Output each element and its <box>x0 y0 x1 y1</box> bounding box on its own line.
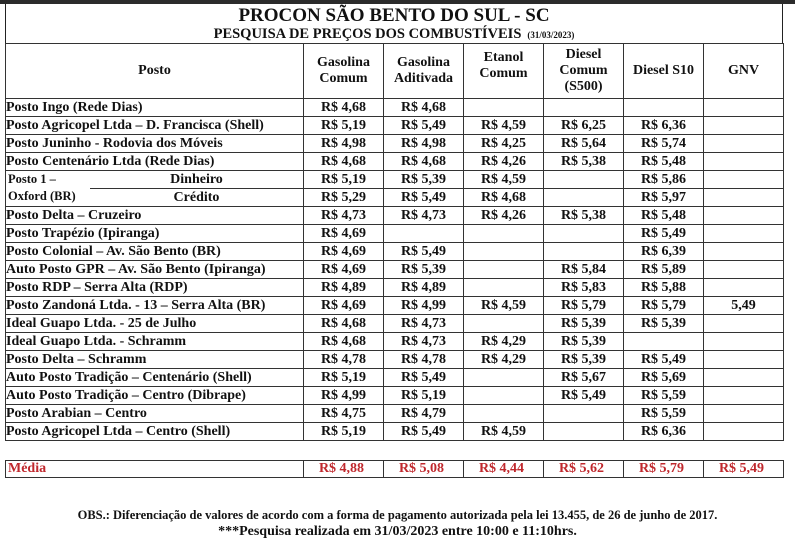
price-cell: R$ 6,39 <box>624 243 704 261</box>
price-cell: R$ 5,38 <box>544 153 624 171</box>
price-cell <box>624 333 704 351</box>
price-cell: R$ 4,68 <box>304 333 384 351</box>
average-gasolina-comum: R$ 4,88 <box>304 461 384 478</box>
price-cell: R$ 4,68 <box>464 189 544 207</box>
price-cell: R$ 4,68 <box>304 153 384 171</box>
price-cell <box>624 99 704 117</box>
posto-name: Posto Zandoná Ltda. - 13 – Serra Alta (BR) <box>6 297 304 315</box>
price-cell: R$ 4,68 <box>304 315 384 333</box>
col-header-etanol-comum <box>464 44 544 99</box>
price-cell: R$ 4,29 <box>464 351 544 369</box>
price-cell: R$ 5,49 <box>384 189 464 207</box>
col-header-diesel-comum <box>544 44 624 99</box>
average-table <box>5 460 784 478</box>
page-title: PROCON SÃO BENTO DO SUL - SC <box>238 5 550 26</box>
price-cell: R$ 5,19 <box>304 117 384 135</box>
col-header-gasolina-comum <box>304 44 384 99</box>
price-cell <box>704 117 784 135</box>
price-cell <box>704 369 784 387</box>
price-cell <box>704 423 784 441</box>
posto-name: Posto Agricopel Ltda – Centro (Shell) <box>6 423 304 441</box>
price-cell: R$ 5,88 <box>624 279 704 297</box>
price-cell <box>464 261 544 279</box>
price-cell <box>704 333 784 351</box>
price-cell: R$ 4,26 <box>464 207 544 225</box>
price-cell: R$ 5,84 <box>544 261 624 279</box>
price-cell <box>704 225 784 243</box>
col-header-gnv: GNV <box>704 44 784 99</box>
table-row <box>6 117 784 135</box>
price-cell <box>384 225 464 243</box>
payment-type-dinheiro: Dinheiro <box>90 171 303 189</box>
price-cell <box>544 189 624 207</box>
table-row-oxford-dinheiro <box>6 171 784 189</box>
price-cell: R$ 5,49 <box>624 351 704 369</box>
col-header-line: (S500) <box>564 79 603 94</box>
oxford-posto-name <box>8 171 76 205</box>
price-cell: R$ 5,49 <box>624 225 704 243</box>
col-header-line: Comum <box>319 71 368 86</box>
price-cell: R$ 4,79 <box>384 405 464 423</box>
price-cell: R$ 5,89 <box>624 261 704 279</box>
oxford-posto-cell <box>6 171 304 207</box>
price-cell: R$ 5,29 <box>304 189 384 207</box>
price-cell: R$ 4,73 <box>304 207 384 225</box>
survey-date: (31/03/2023) <box>527 30 575 40</box>
posto-name: Posto Delta – Cruzeiro <box>6 207 304 225</box>
table-row <box>6 351 784 369</box>
price-cell: 5,49 <box>704 297 784 315</box>
posto-name: Auto Posto Tradição – Centro (Dibrape) <box>6 387 304 405</box>
col-header-line: Diesel <box>565 47 602 62</box>
price-cell <box>464 405 544 423</box>
table-row <box>6 153 784 171</box>
table-row <box>6 333 784 351</box>
price-cell <box>464 279 544 297</box>
table-row <box>6 387 784 405</box>
price-cell: R$ 4,89 <box>384 279 464 297</box>
price-cell <box>544 99 624 117</box>
price-cell: R$ 4,99 <box>384 297 464 315</box>
price-cell: R$ 5,49 <box>384 117 464 135</box>
price-cell: R$ 5,39 <box>384 171 464 189</box>
price-cell <box>544 243 624 261</box>
price-cell: R$ 4,68 <box>304 99 384 117</box>
price-cell: R$ 5,86 <box>624 171 704 189</box>
col-header-line: Comum <box>559 63 608 78</box>
col-header-line: Comum <box>479 66 528 81</box>
price-cell: R$ 5,67 <box>544 369 624 387</box>
price-cell: R$ 5,49 <box>384 243 464 261</box>
price-cell <box>544 171 624 189</box>
price-cell: R$ 4,26 <box>464 153 544 171</box>
subtitle-text: PESQUISA DE PREÇOS DOS COMBUSTÍVEIS <box>213 26 522 42</box>
price-cell: R$ 4,59 <box>464 297 544 315</box>
price-cell <box>544 405 624 423</box>
price-cell <box>704 171 784 189</box>
price-cell: R$ 5,48 <box>624 153 704 171</box>
price-cell: R$ 5,19 <box>384 387 464 405</box>
price-cell <box>704 189 784 207</box>
price-cell <box>704 153 784 171</box>
col-header-line: Gasolina <box>397 55 450 70</box>
page-subtitle <box>6 26 782 43</box>
col-header-posto: Posto <box>6 44 304 99</box>
price-cell <box>464 99 544 117</box>
average-diesel-s10: R$ 5,79 <box>624 461 704 478</box>
posto-name: Ideal Guapo Ltda. - 25 de Julho <box>6 315 304 333</box>
price-cell: R$ 4,29 <box>464 333 544 351</box>
price-cell <box>704 99 784 117</box>
price-cell: R$ 4,75 <box>304 405 384 423</box>
posto-name: Auto Posto Tradição – Centenário (Shell) <box>6 369 304 387</box>
table-row <box>6 423 784 441</box>
average-etanol: R$ 4,44 <box>464 461 544 478</box>
price-cell: R$ 5,39 <box>544 333 624 351</box>
price-cell <box>704 135 784 153</box>
price-cell: R$ 5,48 <box>624 207 704 225</box>
table-row <box>6 297 784 315</box>
oxford-posto-line1: Posto 1 – <box>8 172 56 186</box>
price-cell: R$ 6,25 <box>544 117 624 135</box>
price-cell: R$ 4,69 <box>304 261 384 279</box>
price-cell: R$ 5,79 <box>624 297 704 315</box>
price-cell <box>704 279 784 297</box>
price-cell: R$ 5,69 <box>624 369 704 387</box>
price-cell <box>704 243 784 261</box>
table-row <box>6 207 784 225</box>
table-row <box>6 135 784 153</box>
posto-name: Ideal Guapo Ltda. - Schramm <box>6 333 304 351</box>
price-cell: R$ 4,78 <box>384 351 464 369</box>
price-cell <box>704 351 784 369</box>
price-cell: R$ 5,49 <box>384 423 464 441</box>
posto-name: Posto Trapézio (Ipiranga) <box>6 225 304 243</box>
price-cell: R$ 5,19 <box>304 171 384 189</box>
price-cell: R$ 5,59 <box>624 405 704 423</box>
posto-name: Posto RDP – Serra Alta (RDP) <box>6 279 304 297</box>
price-cell: R$ 5,19 <box>304 423 384 441</box>
table-row <box>6 405 784 423</box>
price-cell: R$ 4,98 <box>384 135 464 153</box>
table-row <box>6 369 784 387</box>
price-cell: R$ 5,64 <box>544 135 624 153</box>
average-diesel-comum: R$ 5,62 <box>544 461 624 478</box>
price-cell <box>464 369 544 387</box>
price-cell: R$ 4,68 <box>384 99 464 117</box>
table-row <box>6 315 784 333</box>
price-cell: R$ 5,59 <box>624 387 704 405</box>
obs-note: OBS.: Diferenciação de valores de acordo com a forma de pagamento autorizada pela lei 13.455, de 26 de junho de 2017. <box>77 508 718 522</box>
posto-name: Posto Ingo (Rede Dias) <box>6 99 304 117</box>
posto-name: Posto Arabian – Centro <box>6 405 304 423</box>
price-cell: R$ 4,98 <box>304 135 384 153</box>
payment-type-credito: Crédito <box>173 190 220 205</box>
table-row <box>6 279 784 297</box>
price-cell: R$ 5,39 <box>544 351 624 369</box>
price-cell: R$ 4,59 <box>464 171 544 189</box>
price-cell: R$ 4,69 <box>304 225 384 243</box>
title-block <box>5 4 783 43</box>
price-cell <box>704 207 784 225</box>
price-cell: R$ 5,39 <box>624 315 704 333</box>
price-cell <box>704 315 784 333</box>
average-row <box>6 461 784 478</box>
oxford-posto-line2: Oxford (BR) <box>8 189 76 203</box>
average-gnv: R$ 5,49 <box>704 461 784 478</box>
price-cell <box>704 387 784 405</box>
price-cell: R$ 5,39 <box>384 261 464 279</box>
col-header-line: Etanol <box>483 50 524 65</box>
price-cell: R$ 4,25 <box>464 135 544 153</box>
price-cell: R$ 5,83 <box>544 279 624 297</box>
price-cell: R$ 4,73 <box>384 333 464 351</box>
price-cell <box>544 423 624 441</box>
posto-name: Auto Posto GPR – Av. São Bento (Ipiranga) <box>6 261 304 279</box>
price-cell <box>464 225 544 243</box>
price-cell: R$ 5,38 <box>544 207 624 225</box>
price-table <box>5 43 784 441</box>
price-cell: R$ 5,39 <box>544 315 624 333</box>
average-gasolina-aditivada: R$ 5,08 <box>384 461 464 478</box>
price-cell: R$ 5,79 <box>544 297 624 315</box>
survey-time-note: ***Pesquisa realizada em 31/03/2023 entre 10:00 e 11:10hrs. <box>218 524 577 539</box>
col-header-line: Aditivada <box>393 71 454 86</box>
price-cell: R$ 4,89 <box>304 279 384 297</box>
price-cell: R$ 4,99 <box>304 387 384 405</box>
posto-name: Posto Colonial – Av. São Bento (BR) <box>6 243 304 261</box>
price-cell: R$ 6,36 <box>624 117 704 135</box>
price-cell <box>464 243 544 261</box>
price-cell: R$ 4,73 <box>384 207 464 225</box>
price-cell <box>464 315 544 333</box>
average-label: Média <box>6 461 304 478</box>
price-cell: R$ 5,49 <box>384 369 464 387</box>
price-cell: R$ 5,97 <box>624 189 704 207</box>
price-cell <box>704 261 784 279</box>
price-cell <box>544 225 624 243</box>
posto-name: Posto Centenário Ltda (Rede Dias) <box>6 153 304 171</box>
price-cell: R$ 5,74 <box>624 135 704 153</box>
price-cell: R$ 4,59 <box>464 117 544 135</box>
posto-name: Posto Delta – Schramm <box>6 351 304 369</box>
price-cell: R$ 4,73 <box>384 315 464 333</box>
table-row <box>6 261 784 279</box>
price-survey-sheet <box>5 4 783 478</box>
price-cell: R$ 5,19 <box>304 369 384 387</box>
price-cell: R$ 6,36 <box>624 423 704 441</box>
price-cell: R$ 4,69 <box>304 297 384 315</box>
price-cell <box>464 387 544 405</box>
price-cell: R$ 4,78 <box>304 351 384 369</box>
price-cell: R$ 4,59 <box>464 423 544 441</box>
col-header-gasolina-aditivada <box>384 44 464 99</box>
posto-name: Posto Agricopel Ltda – D. Francisca (Shell) <box>6 117 304 135</box>
price-cell: R$ 5,49 <box>544 387 624 405</box>
table-row <box>6 99 784 117</box>
price-cell: R$ 4,68 <box>384 153 464 171</box>
col-header-diesel-s10: Diesel S10 <box>624 44 704 99</box>
price-cell <box>704 405 784 423</box>
table-row <box>6 243 784 261</box>
price-cell: R$ 4,69 <box>304 243 384 261</box>
table-header-row <box>6 44 784 99</box>
posto-name: Posto Juninho - Rodovia dos Móveis <box>6 135 304 153</box>
col-header-line: Gasolina <box>317 55 370 70</box>
table-row <box>6 225 784 243</box>
